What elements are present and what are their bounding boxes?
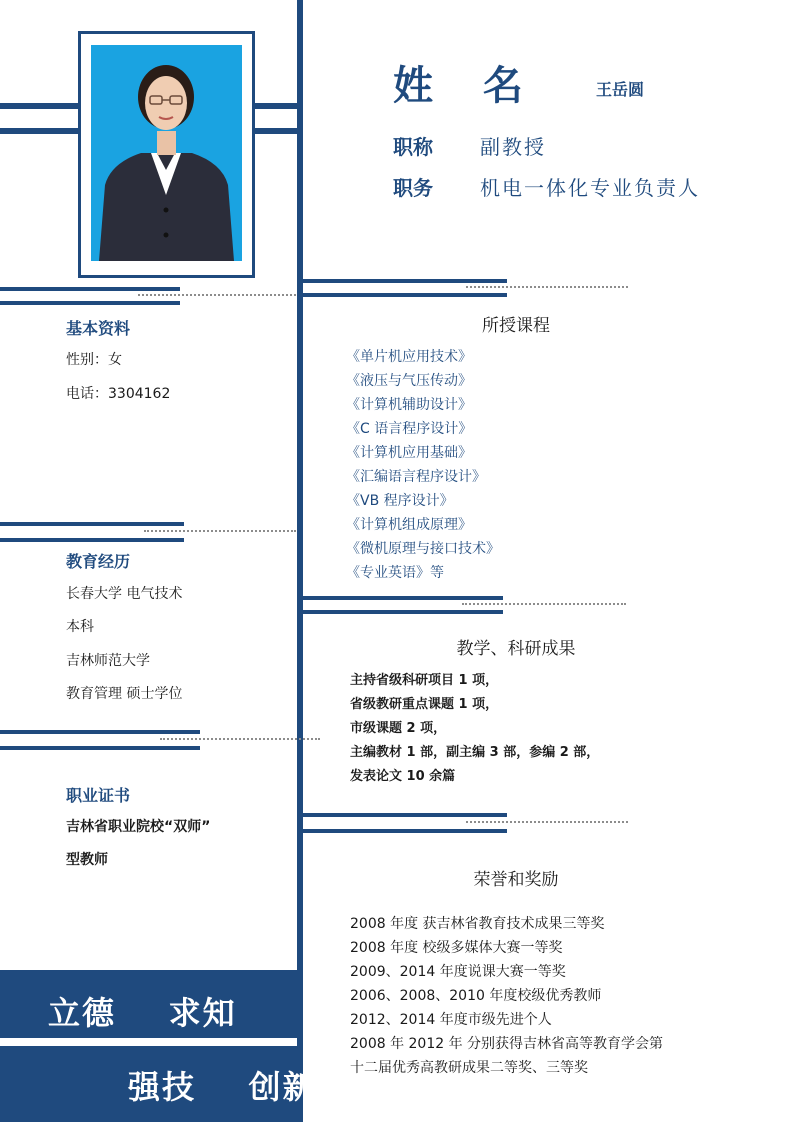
position-value: 机电一体化专业负责人 <box>480 176 700 200</box>
title-label: 职称 <box>393 135 433 159</box>
motto-line-2: 强技 创新 <box>128 1068 317 1106</box>
course-item: 《计算机辅助设计》 <box>346 397 472 413</box>
certificate-line: 吉林省职业院校“双师” <box>66 819 211 835</box>
course-item: 《液压与气压传动》 <box>346 373 472 389</box>
honor-item: 十二届优秀高教研成果二等奖、三等奖 <box>350 1060 588 1076</box>
title-value: 副教授 <box>480 135 546 159</box>
education-line: 本科 <box>66 619 94 635</box>
course-item: 《计算机应用基础》 <box>346 445 472 461</box>
dotted-divider <box>138 294 296 296</box>
certificate-title: 职业证书 <box>66 786 131 805</box>
name-value: 王岳圆 <box>596 80 645 99</box>
research-title: 教学、科研成果 <box>456 639 576 659</box>
gender-text: 性别：女 <box>66 352 122 368</box>
research-item: 发表论文 10 余篇 <box>350 769 456 784</box>
dotted-divider <box>144 530 296 532</box>
research-item: 主持省级科研项目 1 项， <box>350 673 499 688</box>
honor-item: 2008 年度 校级多媒体大赛一等奖 <box>350 940 563 956</box>
honor-item: 2009、2014 年度说课大赛一等奖 <box>350 964 566 980</box>
dotted-divider <box>462 603 626 605</box>
section-rule <box>0 730 200 734</box>
section-rule <box>303 610 503 614</box>
section-rule <box>303 813 507 817</box>
basic-info-title: 基本资料 <box>66 319 131 338</box>
research-item: 市级课题 2 项， <box>350 721 447 736</box>
section-rule <box>0 538 184 542</box>
education-line: 吉林师范大学 <box>66 653 150 669</box>
courses-title: 所授课程 <box>482 316 550 336</box>
research-item: 主编教材 1 部，副主编 3 部，参编 2 部， <box>350 745 600 760</box>
education-line: 长春大学 电气技术 <box>66 586 183 602</box>
position-label: 职务 <box>393 176 433 200</box>
phone-text: 电话：3304162 <box>66 386 171 402</box>
dotted-divider <box>160 738 320 740</box>
honor-item: 2008 年 2012 年 分别获得吉林省高等教育学会第 <box>350 1036 664 1052</box>
profile-photo <box>91 45 242 261</box>
dotted-divider <box>466 821 628 823</box>
education-line: 教育管理 硕士学位 <box>66 686 183 702</box>
honors-title: 荣誉和奖励 <box>473 870 559 890</box>
section-rule <box>0 301 180 305</box>
course-item: 《单片机应用技术》 <box>346 349 472 365</box>
research-item: 省级教研重点课题 1 项， <box>350 697 499 712</box>
section-rule <box>303 596 503 600</box>
section-rule <box>0 287 180 291</box>
course-item: 《VB 程序设计》 <box>346 493 454 509</box>
course-item: 《C 语言程序设计》 <box>346 421 473 437</box>
education-title: 教育经历 <box>66 552 131 571</box>
honor-item: 2006、2008、2010 年度校级优秀教师 <box>350 988 602 1004</box>
honor-item: 2008 年度 获吉林省教育技术成果三等奖 <box>350 916 605 932</box>
motto-line-1: 立德 求知 <box>48 994 237 1032</box>
course-item: 《计算机组成原理》 <box>346 517 472 533</box>
section-rule <box>303 279 507 283</box>
section-rule <box>303 293 507 297</box>
section-rule <box>0 746 200 750</box>
honor-item: 2012、2014 年度市级先进个人 <box>350 1012 552 1028</box>
course-item: 《汇编语言程序设计》 <box>346 469 486 485</box>
certificate-line: 型教师 <box>66 852 108 868</box>
central-divider <box>297 0 303 1122</box>
name-label: 姓 名 <box>393 63 541 109</box>
section-rule <box>0 522 184 526</box>
course-item: 《微机原理与接口技术》 <box>346 541 500 557</box>
course-item: 《专业英语》等 <box>346 565 444 581</box>
section-rule <box>303 829 507 833</box>
dotted-divider <box>466 286 628 288</box>
